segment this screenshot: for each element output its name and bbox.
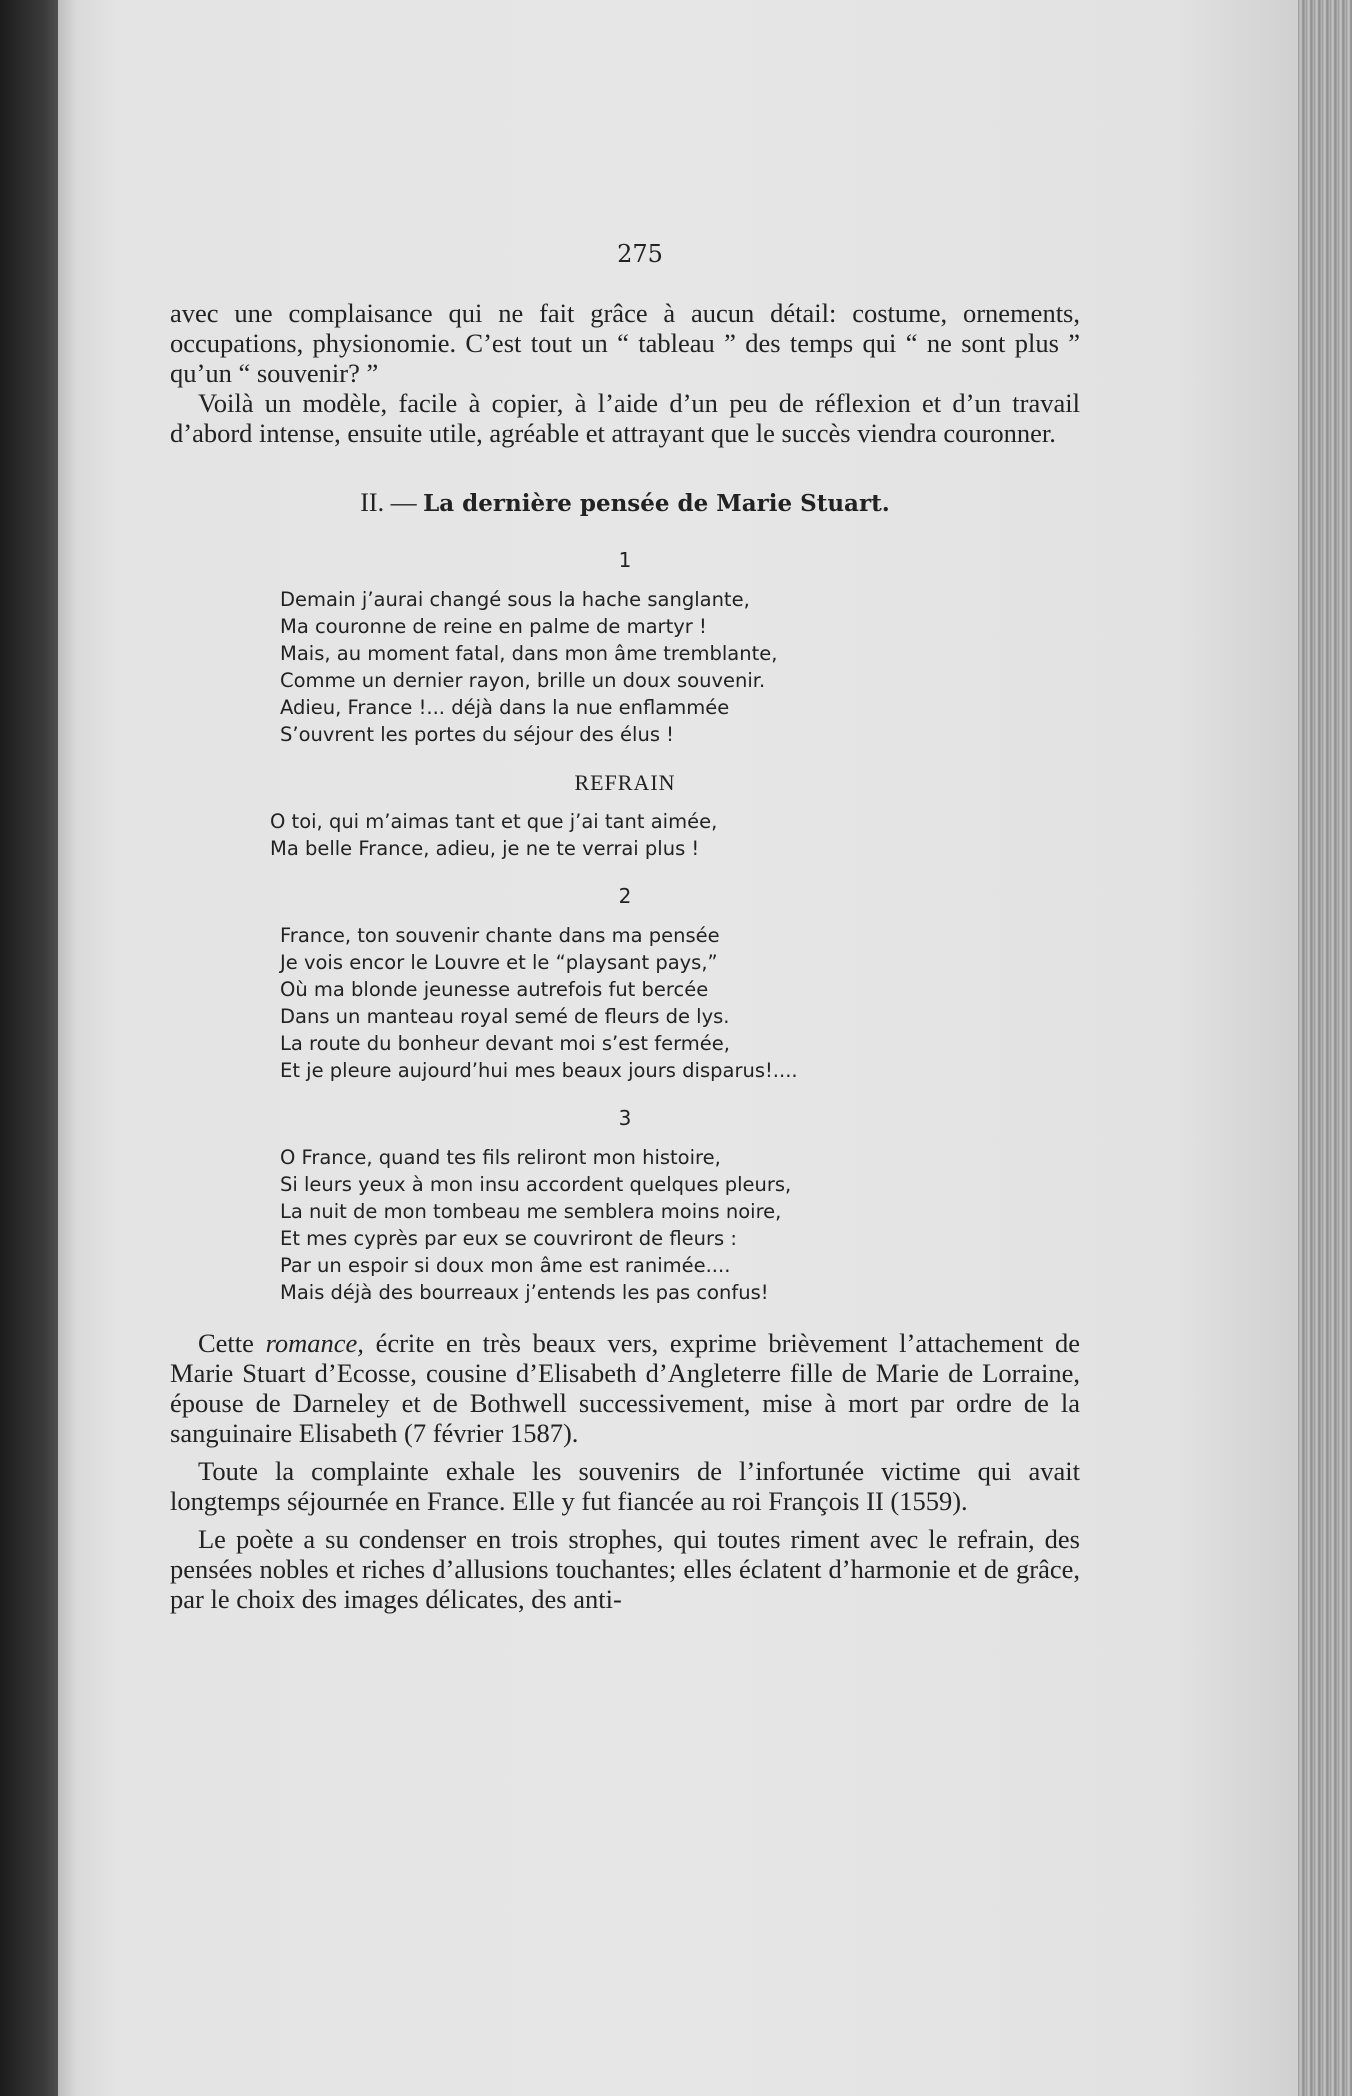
closing-text-start: Cette	[198, 1328, 266, 1358]
verse-line: Si leurs yeux à mon insu accordent quelques pleurs,	[280, 1173, 792, 1196]
verse-line: Mais, au moment fatal, dans mon âme tremblante,	[280, 642, 778, 665]
intro-paragraph-1: avec une complaisance qui ne fait grâce à aucun détail: costume, ornements, occupations, physionomie. C’est tout un “ tableau ” des temps qui “ ne sont plus ” qu’un “ souvenir? ”	[170, 298, 1080, 388]
section-heading	[170, 488, 1080, 518]
section-number: II. —	[360, 488, 417, 517]
closing-paragraph-1	[170, 1328, 1080, 1448]
stanza-1	[280, 586, 1080, 748]
verse-line: Comme un dernier rayon, brille un doux souvenir.	[280, 669, 766, 692]
stanza-3	[280, 1144, 1080, 1306]
refrain	[270, 808, 1080, 862]
italic-term: romance,	[265, 1328, 364, 1358]
page-content	[170, 240, 1080, 1614]
page-number: 275	[617, 240, 663, 268]
verse-line: France, ton souvenir chante dans ma pensée	[280, 924, 720, 947]
verse-line: O toi, qui m’aimas tant et que j’ai tant aimée,	[270, 810, 718, 833]
verse-line: Je vois encor le Louvre et le “playsant pays,”	[280, 951, 718, 974]
verse-line: Où ma blonde jeunesse autrefois fut bercée	[280, 978, 709, 1001]
verse-line: S’ouvrent les portes du séjour des élus !	[280, 723, 674, 746]
verse-line: La route du bonheur devant moi s’est fermée,	[280, 1032, 730, 1055]
closing-paragraph-2: Toute la complainte exhale les souvenirs de l’infortunée victime qui avait longtemps séjournée en France. Elle y fut fiancée au roi François II (1559).	[170, 1456, 1080, 1516]
verse-line: Dans un manteau royal semé de fleurs de lys.	[280, 1005, 730, 1028]
scan-left-margin	[0, 0, 62, 2096]
verse-line: Par un espoir si doux mon âme est ranimée....	[280, 1254, 731, 1277]
page-stack-edge	[1298, 0, 1352, 2096]
verse-line: Mais déjà des bourreaux j’entends les pas confus!	[280, 1281, 769, 1304]
closing-text-rest: écrite en très beaux vers, exprime brièvement l’attachement de Marie Stuart d’Ecosse, cousine d’Elisabeth d’Angleterre fille de Marie de Lorraine, épouse de Darneley et de Bothwell successivement, mise à mort par ordre de la sanguinaire Elisabeth (7 février 1587).	[170, 1328, 1080, 1448]
stanza-1-number: 1	[618, 548, 632, 572]
verse-line: Et mes cyprès par eux se couvriront de fleurs :	[280, 1227, 737, 1250]
stanza-2-number: 2	[618, 884, 632, 908]
verse-line: La nuit de mon tombeau me semblera moins noire,	[280, 1200, 782, 1223]
section-title: La dernière pensée de Marie Stuart.	[423, 490, 890, 517]
closing-paragraph-3: Le poète a su condenser en trois strophes, qui toutes riment avec le refrain, des pensées nobles et riches d’allusions touchantes; elles éclatent d’harmonie et de grâce, par le choix des images délicates, des anti-	[170, 1524, 1080, 1614]
verse-line: Ma belle France, adieu, je ne te verrai plus !	[270, 837, 700, 860]
verse-line: Adieu, France !... déjà dans la nue enflammée	[280, 696, 730, 719]
stanza-3-number: 3	[618, 1106, 632, 1130]
verse-line: O France, quand tes fils reliront mon histoire,	[280, 1146, 721, 1169]
verse-line: Et je pleure aujourd’hui mes beaux jours disparus!....	[280, 1059, 798, 1082]
verse-line: Ma couronne de reine en palme de martyr !	[280, 615, 707, 638]
refrain-title: REFRAIN	[574, 770, 676, 795]
stanza-2	[280, 922, 1080, 1084]
intro-paragraph-2: Voilà un modèle, facile à copier, à l’aide d’un peu de réflexion et d’un travail d’abord intense, ensuite utile, agréable et attrayant que le succès viendra couronner.	[170, 388, 1080, 448]
verse-line: Demain j’aurai changé sous la hache sanglante,	[280, 588, 750, 611]
